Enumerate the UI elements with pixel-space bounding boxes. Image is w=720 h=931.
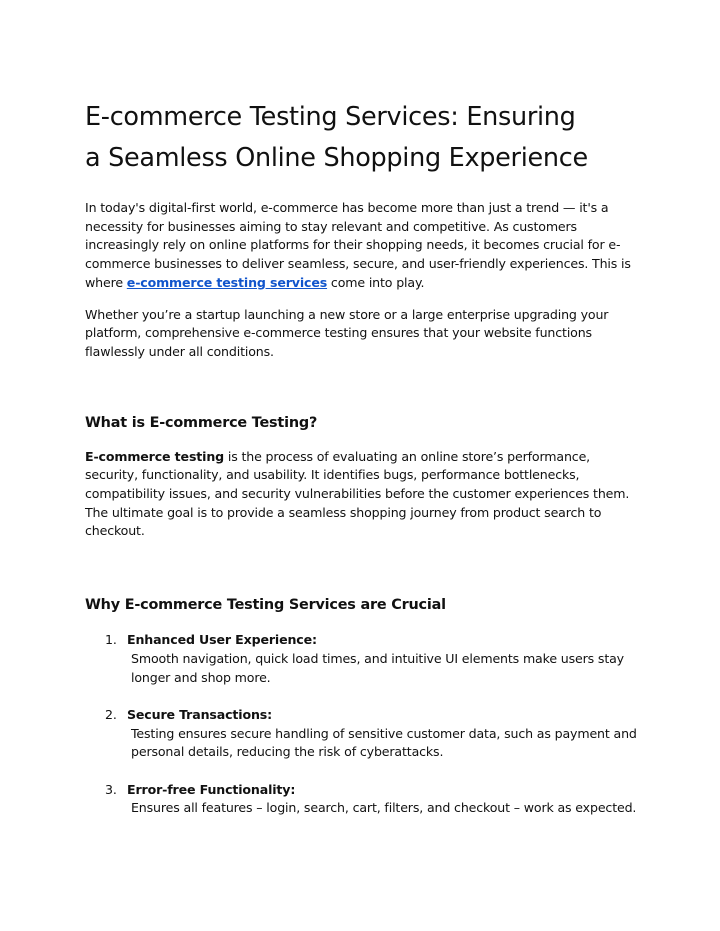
intro-text-end: come into play. [327, 274, 425, 290]
title-line-2: a Seamless Online Shopping Experience [85, 143, 588, 173]
list-item-title: Error-free Functionality: [127, 781, 296, 797]
section-heading-what-is: What is E-commerce Testing? [85, 414, 318, 431]
list-item-title: Secure Transactions: [127, 706, 273, 722]
list-item-body: Testing ensures secure handling of sensitive customer data, such as payment and personal details, reducing the risk of cyberattacks. [131, 725, 637, 760]
list-item-number: 2. [105, 706, 117, 722]
document-page [85, 97, 637, 837]
intro-paragraph [85, 199, 637, 293]
section-heading-why-crucial: Why E-commerce Testing Services are Crucial [85, 597, 446, 614]
list-item [85, 781, 637, 818]
definition-text: is the process of evaluating an online store’s performance, security, functionality, and usability. It identifies bugs, performance bottlenecks, compatibility issues, and security vulnerabilities before the customer experiences them. The ultimate goal is to provide a seamless shopping journey from product search to checkout. [85, 448, 630, 539]
ecommerce-testing-services-link[interactable]: e-commerce testing services [126, 274, 328, 290]
title-line-1: E-commerce Testing Services: Ensuring [85, 102, 576, 132]
reasons-list [85, 631, 637, 818]
page-title [85, 97, 637, 179]
intro-text: In today's digital-first world, e-commerce has become more than just a trend — it's a necessity for businesses aiming to stay relevant and competitive. As customers increasingly rely on online platforms for their shopping needs, it becomes crucial for e-commerce businesses to deliver seamless, secure, and user-friendly experiences. This is where [85, 200, 631, 290]
list-item-number: 1. [105, 632, 117, 648]
list-item-body: Ensures all features – login, search, cart, filters, and checkout – work as expected. [131, 800, 637, 816]
list-item-title: Enhanced User Experience: [127, 632, 317, 648]
list-item [85, 631, 637, 687]
list-item-number: 3. [105, 781, 117, 797]
definition-bold-lead: E-commerce testing [85, 448, 225, 464]
second-paragraph: Whether you’re a startup launching a new store or a large enterprise upgrading your platform, comprehensive e-commerce testing ensures that your website functions flawlessly under all conditions. [85, 306, 609, 359]
list-item [85, 706, 637, 762]
definition-paragraph [85, 448, 637, 542]
list-item-body: Smooth navigation, quick load times, and intuitive UI elements make users stay longer and shop more. [131, 650, 624, 685]
